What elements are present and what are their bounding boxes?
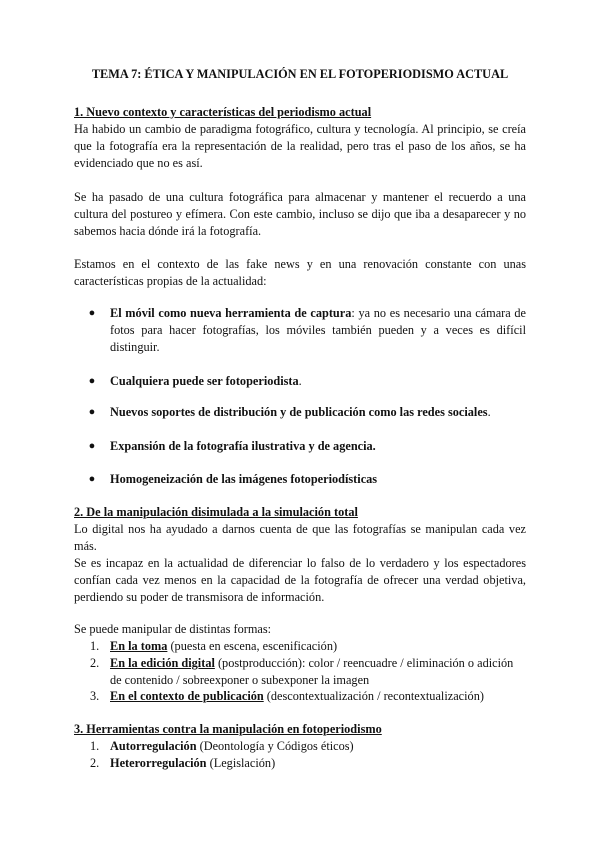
bullet-dot-icon: ● bbox=[88, 406, 96, 418]
page-title: TEMA 7: ÉTICA Y MANIPULACIÓN EN EL FOTOPERIODISMO ACTUAL bbox=[91, 67, 509, 81]
section-2-paragraph-3: Se puede manipular de distintas formas: bbox=[74, 622, 272, 636]
bullet-bold: Homogeneización de las imágenes fotoperiodísticas bbox=[110, 472, 378, 486]
bullet-bold: Cualquiera puede ser fotoperiodista bbox=[110, 374, 299, 388]
section-2-paragraph-2: Se es incapaz en la actualidad de diferenciar lo falso de lo verdadero y los espectadores confían cada vez menos en la capacidad de la fotografía de ofrecer una verdad objetiva, perdiendo su poder de transmisora de información. bbox=[74, 556, 526, 604]
item-label: En el contexto de publicación bbox=[110, 689, 264, 703]
item-number: 1. bbox=[90, 739, 100, 753]
item-label: En la edición digital bbox=[110, 656, 215, 670]
item-number: 1. bbox=[90, 639, 100, 653]
item-text: (Legislación) bbox=[206, 756, 276, 770]
section-2-heading: 2. De la manipulación disimulada a la simulación total bbox=[74, 505, 358, 519]
section-1-paragraph-3: Estamos en el contexto de las fake news y en una renovación constante con unas características propias de la actualidad: bbox=[74, 257, 526, 288]
section-1-paragraph-2: Se ha pasado de una cultura fotográfica para almacenar y mantener el recuerdo a una cultura del postureo y efímera. Con este cambio, incluso se dijo que iba a desaparecer y no sabemos hacia dónde irá la fotografía. bbox=[74, 190, 526, 238]
section-3-heading: 3. Herramientas contra la manipulación en fotoperiodismo bbox=[74, 722, 382, 736]
item-text: (postproducción): color / reencuadre / eliminación o adición de contenido / sobreexponer o subexponer la imagen bbox=[110, 656, 514, 687]
item-text: (puesta en escena, escenificación) bbox=[167, 639, 338, 653]
bullet-text: . bbox=[487, 405, 491, 419]
item-label: Autorregulación bbox=[110, 739, 197, 753]
item-number: 2. bbox=[90, 656, 100, 670]
item-label: En la toma bbox=[110, 639, 168, 653]
item-label: Heterorregulación bbox=[110, 756, 207, 770]
bullet-dot-icon: ● bbox=[88, 473, 96, 485]
bullet-bold: Expansión de la fotografía ilustrativa y de agencia. bbox=[110, 439, 376, 453]
bullet-bold: Nuevos soportes de distribución y de publicación como las redes sociales bbox=[110, 405, 488, 419]
section-2-paragraph-1: Lo digital nos ha ayudado a darnos cuenta de que las fotografías se manipulan cada vez más. bbox=[74, 522, 526, 553]
bullet-text: : ya no es necesario una cámara de fotos para hacer fotografías, los móviles también pueden y a veces es difícil distinguir. bbox=[110, 306, 526, 354]
bullet-bold: El móvil como nueva herramienta de captura bbox=[110, 306, 352, 320]
section-1-heading: 1. Nuevo contexto y características del periodismo actual bbox=[74, 105, 372, 119]
section-1-paragraph-1: Ha habido un cambio de paradigma fotográfico, cultura y tecnología. Al principio, se creía que la fotografía era la representación de la realidad, pero tras el paso de los años, se ha evidenciado que no es así. bbox=[74, 122, 526, 170]
item-text: (Deontología y Códigos éticos) bbox=[196, 739, 354, 753]
item-number: 2. bbox=[90, 756, 100, 770]
bullet-dot-icon: ● bbox=[88, 375, 96, 387]
bullet-dot-icon: ● bbox=[88, 440, 96, 452]
item-text: (descontextualización / recontextualización) bbox=[263, 689, 484, 703]
item-number: 3. bbox=[90, 689, 100, 703]
bullet-text: . bbox=[298, 374, 302, 388]
bullet-dot-icon: ● bbox=[88, 307, 96, 319]
